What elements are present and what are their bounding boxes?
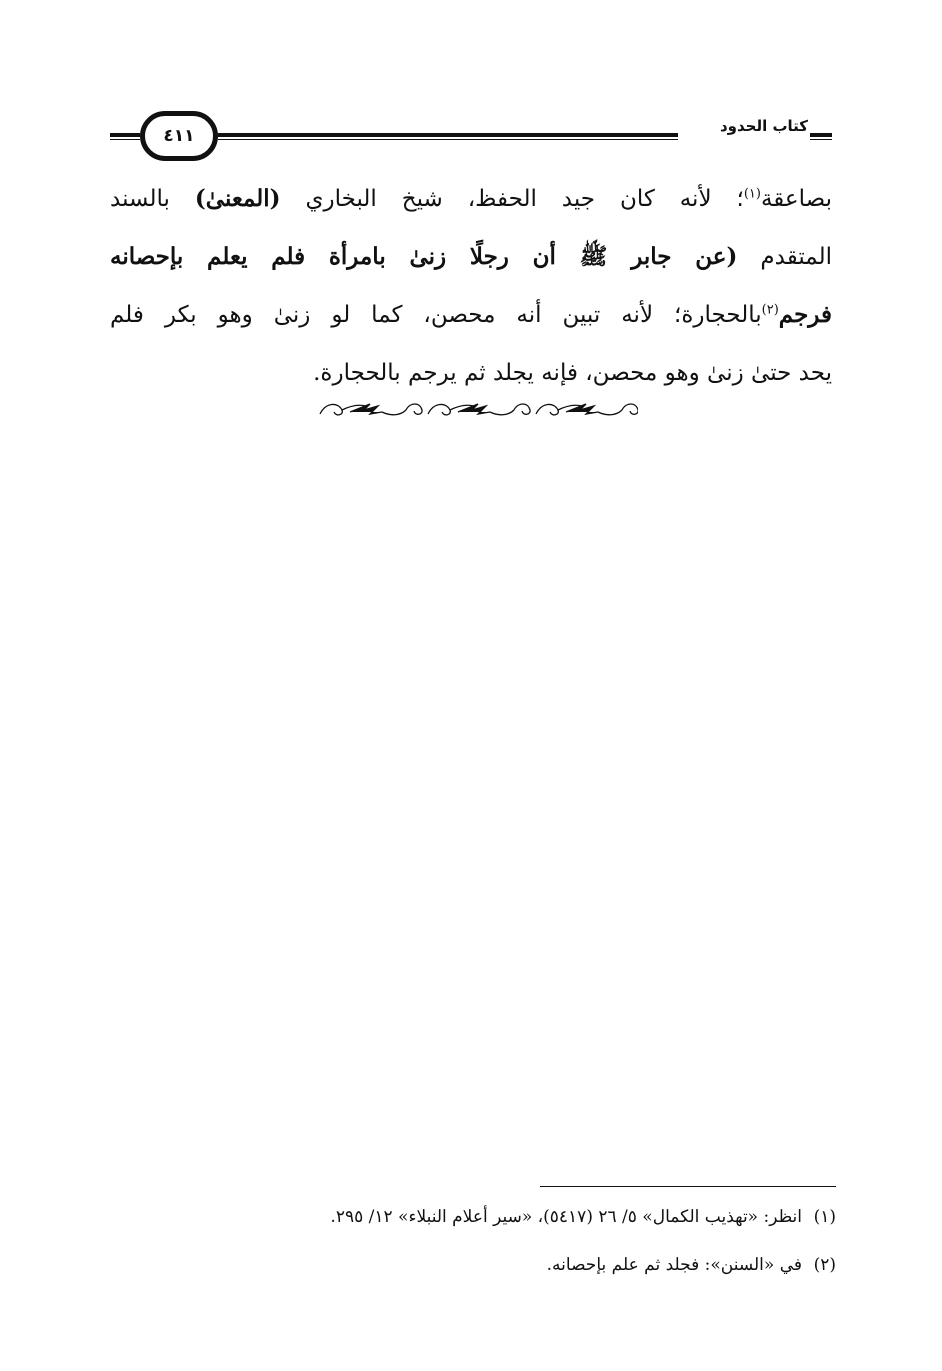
header-rule-middle-thin — [218, 139, 678, 140]
page-number: ٤١١ — [163, 126, 195, 146]
body-line — [110, 286, 832, 344]
text-run: ؛ لأنه تبين أنه محصن، كما لو زنىٰ وهو بكر فلم — [110, 302, 682, 328]
text-run: بالسند — [110, 186, 195, 212]
text-run: ؛ لأنه كان جيد الحفظ، شيخ البخاري — [280, 186, 744, 212]
footnote — [160, 1248, 836, 1296]
text-run: فرجم — [778, 301, 832, 328]
body-line — [110, 170, 832, 228]
page-number-badge — [140, 111, 218, 161]
body-line — [110, 228, 832, 286]
footnote-text: في «السنن»: فجلد ثم علم بإحصانه. — [546, 1255, 802, 1275]
header-rule-right-thin — [810, 139, 832, 140]
text-run: (عن جابر ﷺ أن رجلًا زنىٰ بامرأة فلم يعلم بإحصانه — [110, 243, 738, 270]
body-text — [110, 170, 832, 402]
text-run: يحد حتىٰ زنىٰ وهو محصن، فإنه يجلد ثم يرجم بالحجارة. — [313, 360, 832, 386]
text-run: بصاعقة — [760, 186, 832, 212]
ornament-divider-icon — [316, 396, 638, 422]
footnote-separator — [540, 1186, 836, 1187]
footnote-marker: (١) — [743, 186, 761, 202]
footnote — [160, 1200, 836, 1248]
footnote-number: (٢) — [813, 1255, 836, 1275]
header-rule-left-thin — [110, 139, 140, 140]
header-rule-middle — [218, 133, 678, 137]
text-run: بالحجارة — [681, 302, 762, 328]
body-line — [110, 344, 832, 402]
footnote-marker: (٢) — [761, 302, 779, 318]
footnotes — [160, 1200, 836, 1296]
header-rule-right — [810, 133, 832, 137]
text-run: (المعنىٰ) — [194, 185, 281, 212]
header-rule-left — [110, 133, 140, 137]
text-run: المتقدم — [737, 244, 832, 270]
footnote-text: انظر: «تهذيب الكمال» ٥/ ٢٦ (٥٤١٧)، «سير أعلام النبلاء» ١٢/ ٢٩٥. — [330, 1207, 802, 1227]
running-header-title: كتاب الحدود — [719, 117, 808, 135]
footnote-number: (١) — [813, 1207, 836, 1227]
